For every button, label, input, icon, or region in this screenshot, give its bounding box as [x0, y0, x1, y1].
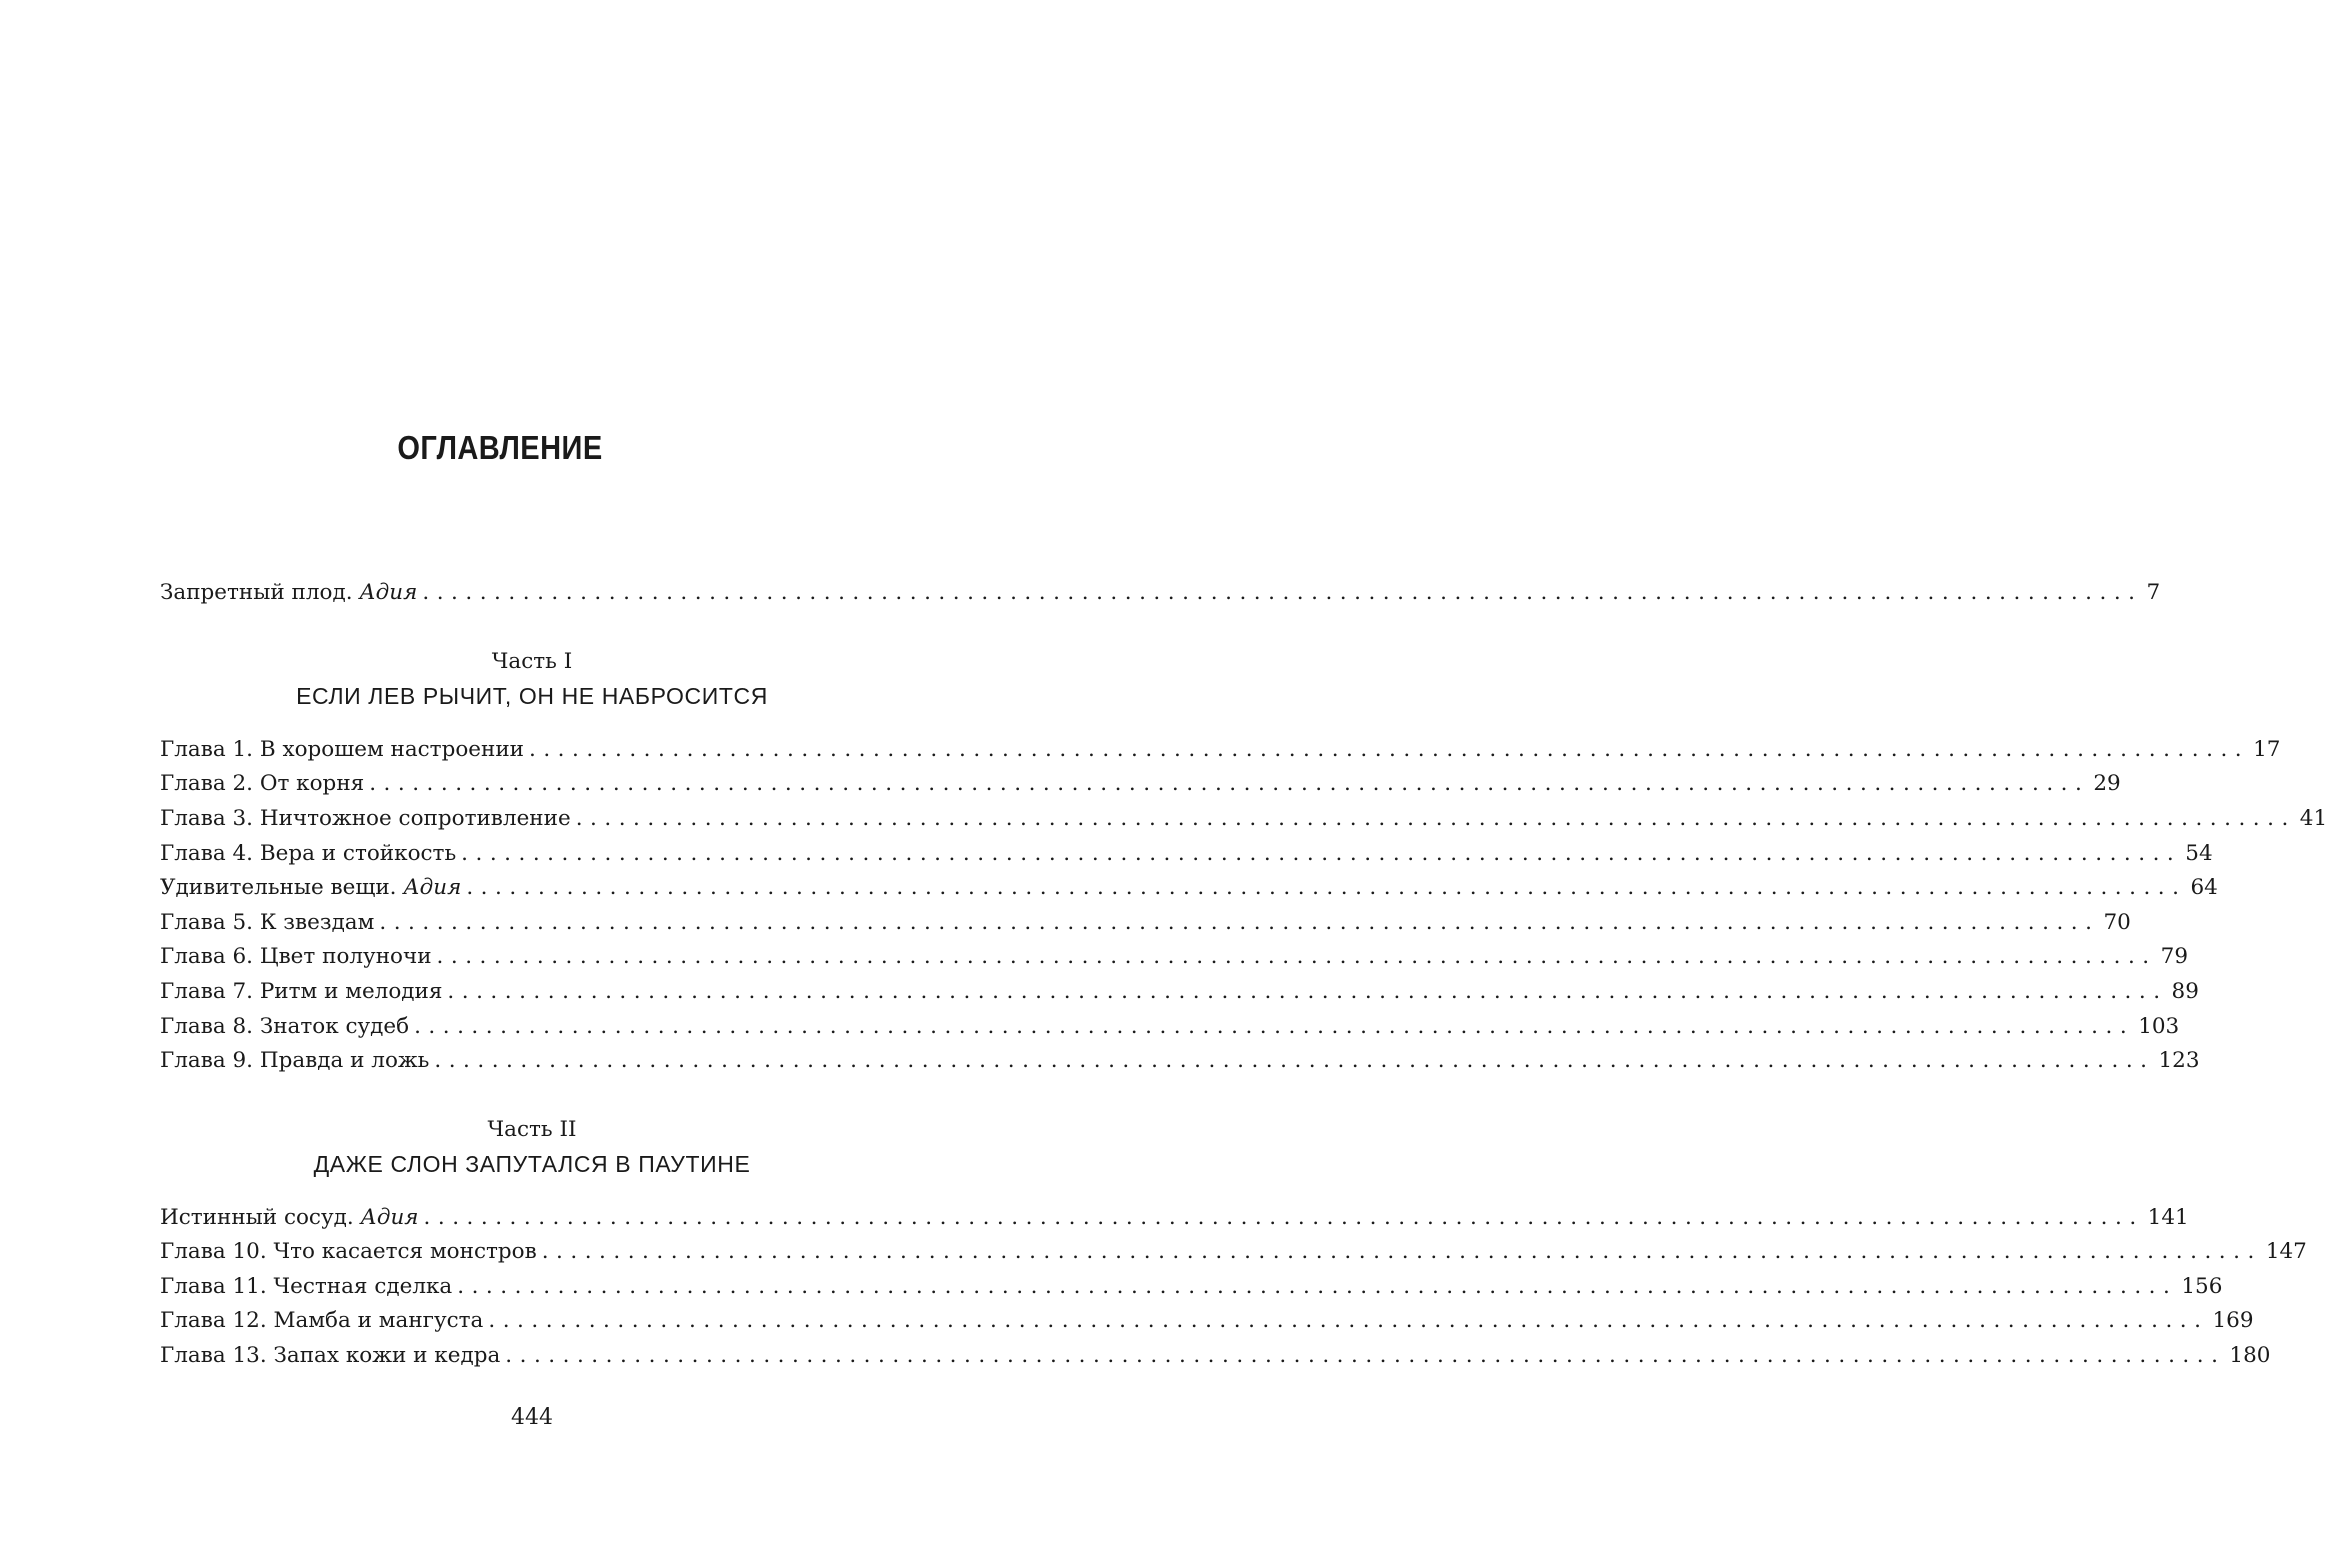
leader-dots: ........................................................................................................................ — [379, 910, 2100, 935]
toc-entry-label: Запретный плод. Адия — [160, 580, 418, 605]
leader-dots: ........................................................................................................................ — [434, 1048, 2155, 1073]
toc-entry-page: 123 — [2158, 1048, 2200, 1073]
toc-entry-label: Глава 4. Вера и стойкость — [160, 841, 457, 866]
toc-entry-page: 180 — [2229, 1343, 2271, 1368]
leader-dots: ........................................................................................................................ — [505, 1343, 2226, 1368]
toc-entry[interactable] — [160, 940, 2188, 974]
leader-dots: ........................................................................................................................ — [447, 979, 2168, 1004]
part-2-number: Часть II — [487, 1117, 577, 1142]
part-2-title: ДАЖЕ СЛОН ЗАПУТАЛСЯ В ПАУТИНЕ — [313, 1151, 751, 1177]
leader-dots: ........................................................................................................................ — [423, 1205, 2144, 1230]
toc-entry[interactable] — [160, 1201, 2189, 1235]
leader-dots: ........................................................................................................................ — [541, 1239, 2262, 1264]
leader-dots: ........................................................................................................................ — [488, 1308, 2209, 1333]
toc-entry-label: Глава 8. Знаток судеб — [160, 1014, 410, 1039]
toc-entry-page: 169 — [2212, 1308, 2254, 1333]
leader-dots: ........................................................................................................................ — [529, 737, 2250, 762]
toc-entry[interactable] — [160, 871, 2218, 905]
toc-entry-page: 29 — [2093, 771, 2121, 796]
toc-entry-page: 54 — [2185, 841, 2213, 866]
leader-dots: ........................................................................................................................ — [466, 875, 2187, 900]
toc-entry[interactable] — [160, 1235, 2307, 1269]
page-title: ОГЛАВЛЕНИЕ — [397, 429, 603, 466]
toc-entry-page: 103 — [2138, 1014, 2180, 1039]
toc-entry[interactable] — [160, 802, 2327, 836]
page-number: 444 — [511, 1405, 553, 1430]
toc-entry-label: Глава 6. Цвет полуночи — [160, 944, 432, 969]
toc-entry-prologue[interactable] — [160, 576, 2161, 610]
toc-entry-label: Глава 9. Правда и ложь — [160, 1048, 430, 1073]
toc-entry-page: 41 — [2299, 806, 2327, 831]
leader-dots: ........................................................................................................................ — [422, 580, 2143, 605]
toc-entry[interactable] — [160, 837, 2213, 871]
toc-entry-label: Глава 11. Честная сделка — [160, 1274, 453, 1299]
toc-entry-page: 141 — [2147, 1205, 2189, 1230]
toc-entry-label: Глава 13. Запах кожи и кедра — [160, 1343, 501, 1368]
toc-entry-label: Глава 3. Ничтожное сопротивление — [160, 806, 571, 831]
toc-entry-label: Глава 2. От корня — [160, 771, 365, 796]
leader-dots: ........................................................................................................................ — [369, 771, 2090, 796]
toc-entry-page: 7 — [2146, 580, 2161, 605]
part-1-number: Часть I — [491, 649, 573, 674]
toc-entry[interactable] — [160, 1304, 2254, 1338]
leader-dots: ........................................................................................................................ — [436, 944, 2157, 969]
toc-entry[interactable] — [160, 1339, 2271, 1373]
toc-entry[interactable] — [160, 906, 2131, 940]
toc-entry-page: 89 — [2171, 979, 2199, 1004]
toc-entry-page: 64 — [2190, 875, 2218, 900]
toc-entry[interactable] — [160, 1270, 2223, 1304]
leader-dots: ........................................................................................................................ — [575, 806, 2296, 831]
toc-entry-label: Глава 10. Что касается монстров — [160, 1239, 537, 1264]
toc-entry[interactable] — [160, 1044, 2200, 1078]
toc-entry-label: Глава 12. Мамба и мангуста — [160, 1308, 484, 1333]
toc-entry-page: 17 — [2253, 737, 2281, 762]
part-1-title: ЕСЛИ ЛЕВ РЫЧИТ, ОН НЕ НАБРОСИТСЯ — [296, 683, 768, 709]
toc-entry-label: Удивительные вещи. Адия — [160, 875, 462, 900]
toc-entry-label: Истинный сосуд. Адия — [160, 1205, 419, 1230]
toc-entry[interactable] — [160, 1010, 2180, 1044]
leader-dots: ........................................................................................................................ — [457, 1274, 2178, 1299]
toc-entry-page: 147 — [2265, 1239, 2307, 1264]
leader-dots: ........................................................................................................................ — [414, 1014, 2135, 1039]
toc-entry-page: 79 — [2160, 944, 2188, 969]
toc-entry-label: Глава 1. В хорошем настроении — [160, 737, 524, 762]
toc-entry-page: 156 — [2181, 1274, 2223, 1299]
leader-dots: ........................................................................................................................ — [461, 841, 2182, 866]
toc-entry[interactable] — [160, 975, 2199, 1009]
toc-entry-label: Глава 7. Ритм и мелодия — [160, 979, 443, 1004]
toc-entry[interactable] — [160, 733, 2281, 767]
toc-entry[interactable] — [160, 767, 2121, 801]
toc-entry-page: 70 — [2103, 910, 2131, 935]
toc-entry-label: Глава 5. К звездам — [160, 910, 375, 935]
